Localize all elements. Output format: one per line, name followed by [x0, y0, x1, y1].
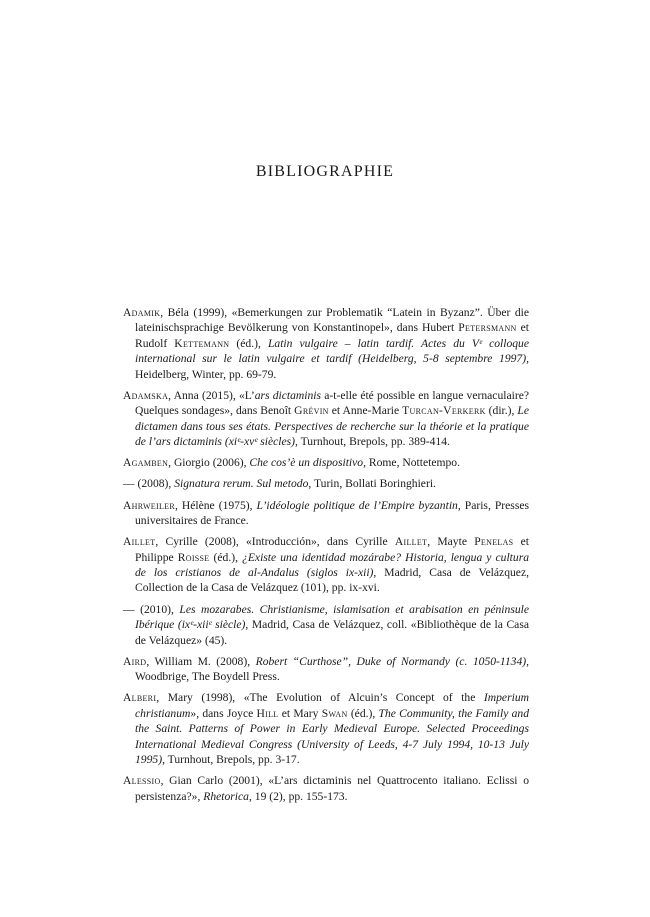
entry-text: , Cyrille (2008), «Introducción», dans Cyrille [155, 535, 395, 549]
author-name: Penelas [474, 535, 514, 549]
bibliography-entry [123, 455, 529, 470]
author-name: Alessio [123, 774, 161, 788]
entry-text: , Turin, Bollati Boringhieri. [308, 477, 436, 491]
entry-text: , Rome, Nottetempo. [363, 456, 461, 470]
entry-text: et Rudolf [135, 321, 529, 350]
entry-text: et Philippe [135, 535, 529, 564]
author-name: Grévin [294, 404, 329, 418]
work-title: L’idéologie politique de l’Empire byzantin [256, 498, 458, 512]
entry-text: — (2008), [123, 477, 175, 491]
entry-text: et Anne-Marie [328, 404, 403, 418]
work-title: Imperium christianum [135, 691, 529, 720]
work-title: ¿Existe una identidad mozárabe? Historia, lengua y cultura de los cristianos de al-Andalus (siglos ix-xii) [135, 550, 529, 580]
author-name: Kettemann [174, 336, 230, 350]
work-title: The Community, the Family and the Saint. Patterns of Power in Early Medieval Europe. Selected Proceedings International Medieval Congress (University of Leeds, 4-7 July 1994, 10-13 July 1995) [135, 706, 529, 766]
bibliography-entry [123, 305, 529, 382]
work-title: Les mozarabes. Christianisme, islamisation et arabisation en péninsule Ibérique (ixᵉ-xiiᵉ siècle) [135, 602, 529, 632]
work-title: Robert “Curthose”, Duke of Normandy (c. 1050-1134) [255, 654, 527, 668]
author-name: Hill [256, 706, 279, 720]
bibliography-entry [123, 654, 529, 685]
entry-text: , Anna (2015), «L’ [168, 388, 255, 402]
author-name: Petersmann [458, 321, 517, 335]
entry-text: », dans Joyce [190, 706, 257, 720]
bibliography-list [123, 305, 529, 810]
bibliography-entry [123, 534, 529, 596]
entry-text: , Turnhout, Brepols, pp. 389-414. [294, 435, 450, 449]
entry-text: (éd.), [209, 550, 243, 564]
entry-text: , 19 (2), pp. 155-173. [248, 789, 348, 803]
work-title: ars dictaminis [254, 388, 322, 402]
entry-text: , Madrid, Casa de Velázquez, Collection de la Casa de Velázquez (101), pp. ix-xvi. [135, 566, 529, 595]
entry-text: , Mary (1998), «The Evolution of Alcuin’s Concept of the [156, 691, 484, 705]
bibliography-entry [123, 690, 529, 767]
work-title: Latin vulgaire – latin tardif. Actes du Vᵉ colloque international sur le latin vulgaire et tardif (Heidelberg, 5-8 septembre 1997) [135, 336, 529, 366]
author-name: Turcan-Verkerk [402, 404, 486, 418]
entry-text: , Hélène (1975), [174, 498, 257, 512]
entry-text: , William M. (2008), [146, 654, 256, 668]
bibliography-entry [123, 773, 529, 804]
author-name: Aird [123, 654, 147, 668]
author-name: Alberi [123, 691, 157, 705]
entry-text: , Madrid, Casa de Velázquez, coll. «Bibliothèque de la Casa de Velázquez» (45). [135, 618, 529, 647]
work-title: Signatura rerum. Sul metodo [174, 477, 309, 491]
entry-text: (éd.), [347, 706, 379, 720]
author-name: Swan [321, 706, 348, 720]
bibliography-entry [123, 476, 529, 491]
bibliography-entry [123, 498, 529, 529]
entry-text: , Heidelberg, Winter, pp. 69-79. [135, 352, 529, 381]
bibliography-entry [123, 602, 529, 648]
bibliography-entry [123, 388, 529, 450]
entry-text: a-t-elle été possible en langue vernaculaire? Quelques sondages», dans Benoît [135, 388, 529, 418]
entry-text: , Turnhout, Brepols, pp. 3-17. [162, 752, 300, 766]
author-name: Aillet [123, 535, 156, 549]
entry-text: — (2010), [123, 602, 180, 616]
author-name: Ahrweiler [123, 498, 175, 512]
author-name: Aillet [394, 535, 428, 549]
entry-text: , Gian Carlo (2001), «L’ars dictaminis nel Quattrocento italiano. Eclissi o persistenza?», [135, 774, 529, 803]
author-name: Adamska [123, 388, 169, 402]
page-title: BIBLIOGRAPHIE [255, 163, 395, 180]
entry-text: (dir.), [485, 404, 518, 418]
work-title: Le dictamen dans tous ses états. Perspectives de recherche sur la théorie et la pratique de l’ars dictaminis (xiᵉ-xvᵉ siècles) [135, 404, 530, 449]
author-name: Agamben [123, 456, 169, 470]
entry-text: , Giorgio (2006), [168, 456, 250, 470]
work-title: Che cos’è un dispositivo [249, 456, 364, 470]
work-title: Rhetorica [203, 789, 249, 803]
entry-text: , Woodbrige, The Boydell Press. [135, 654, 530, 684]
author-name: Adamik [123, 306, 161, 319]
entry-text: , Mayte [427, 535, 475, 549]
entry-text: et Mary [278, 706, 322, 720]
entry-text: , Paris, Presses universitaires de France. [135, 498, 529, 528]
entry-text: (éd.), [229, 336, 268, 350]
author-name: Roisse [177, 550, 210, 564]
entry-text: , Béla (1999), «Bemerkungen zur Problematik “Latein in Byzanz”. Über die lateinischsprachige Bevölkerung von Konstantinopel», dans Hubert [135, 306, 529, 335]
